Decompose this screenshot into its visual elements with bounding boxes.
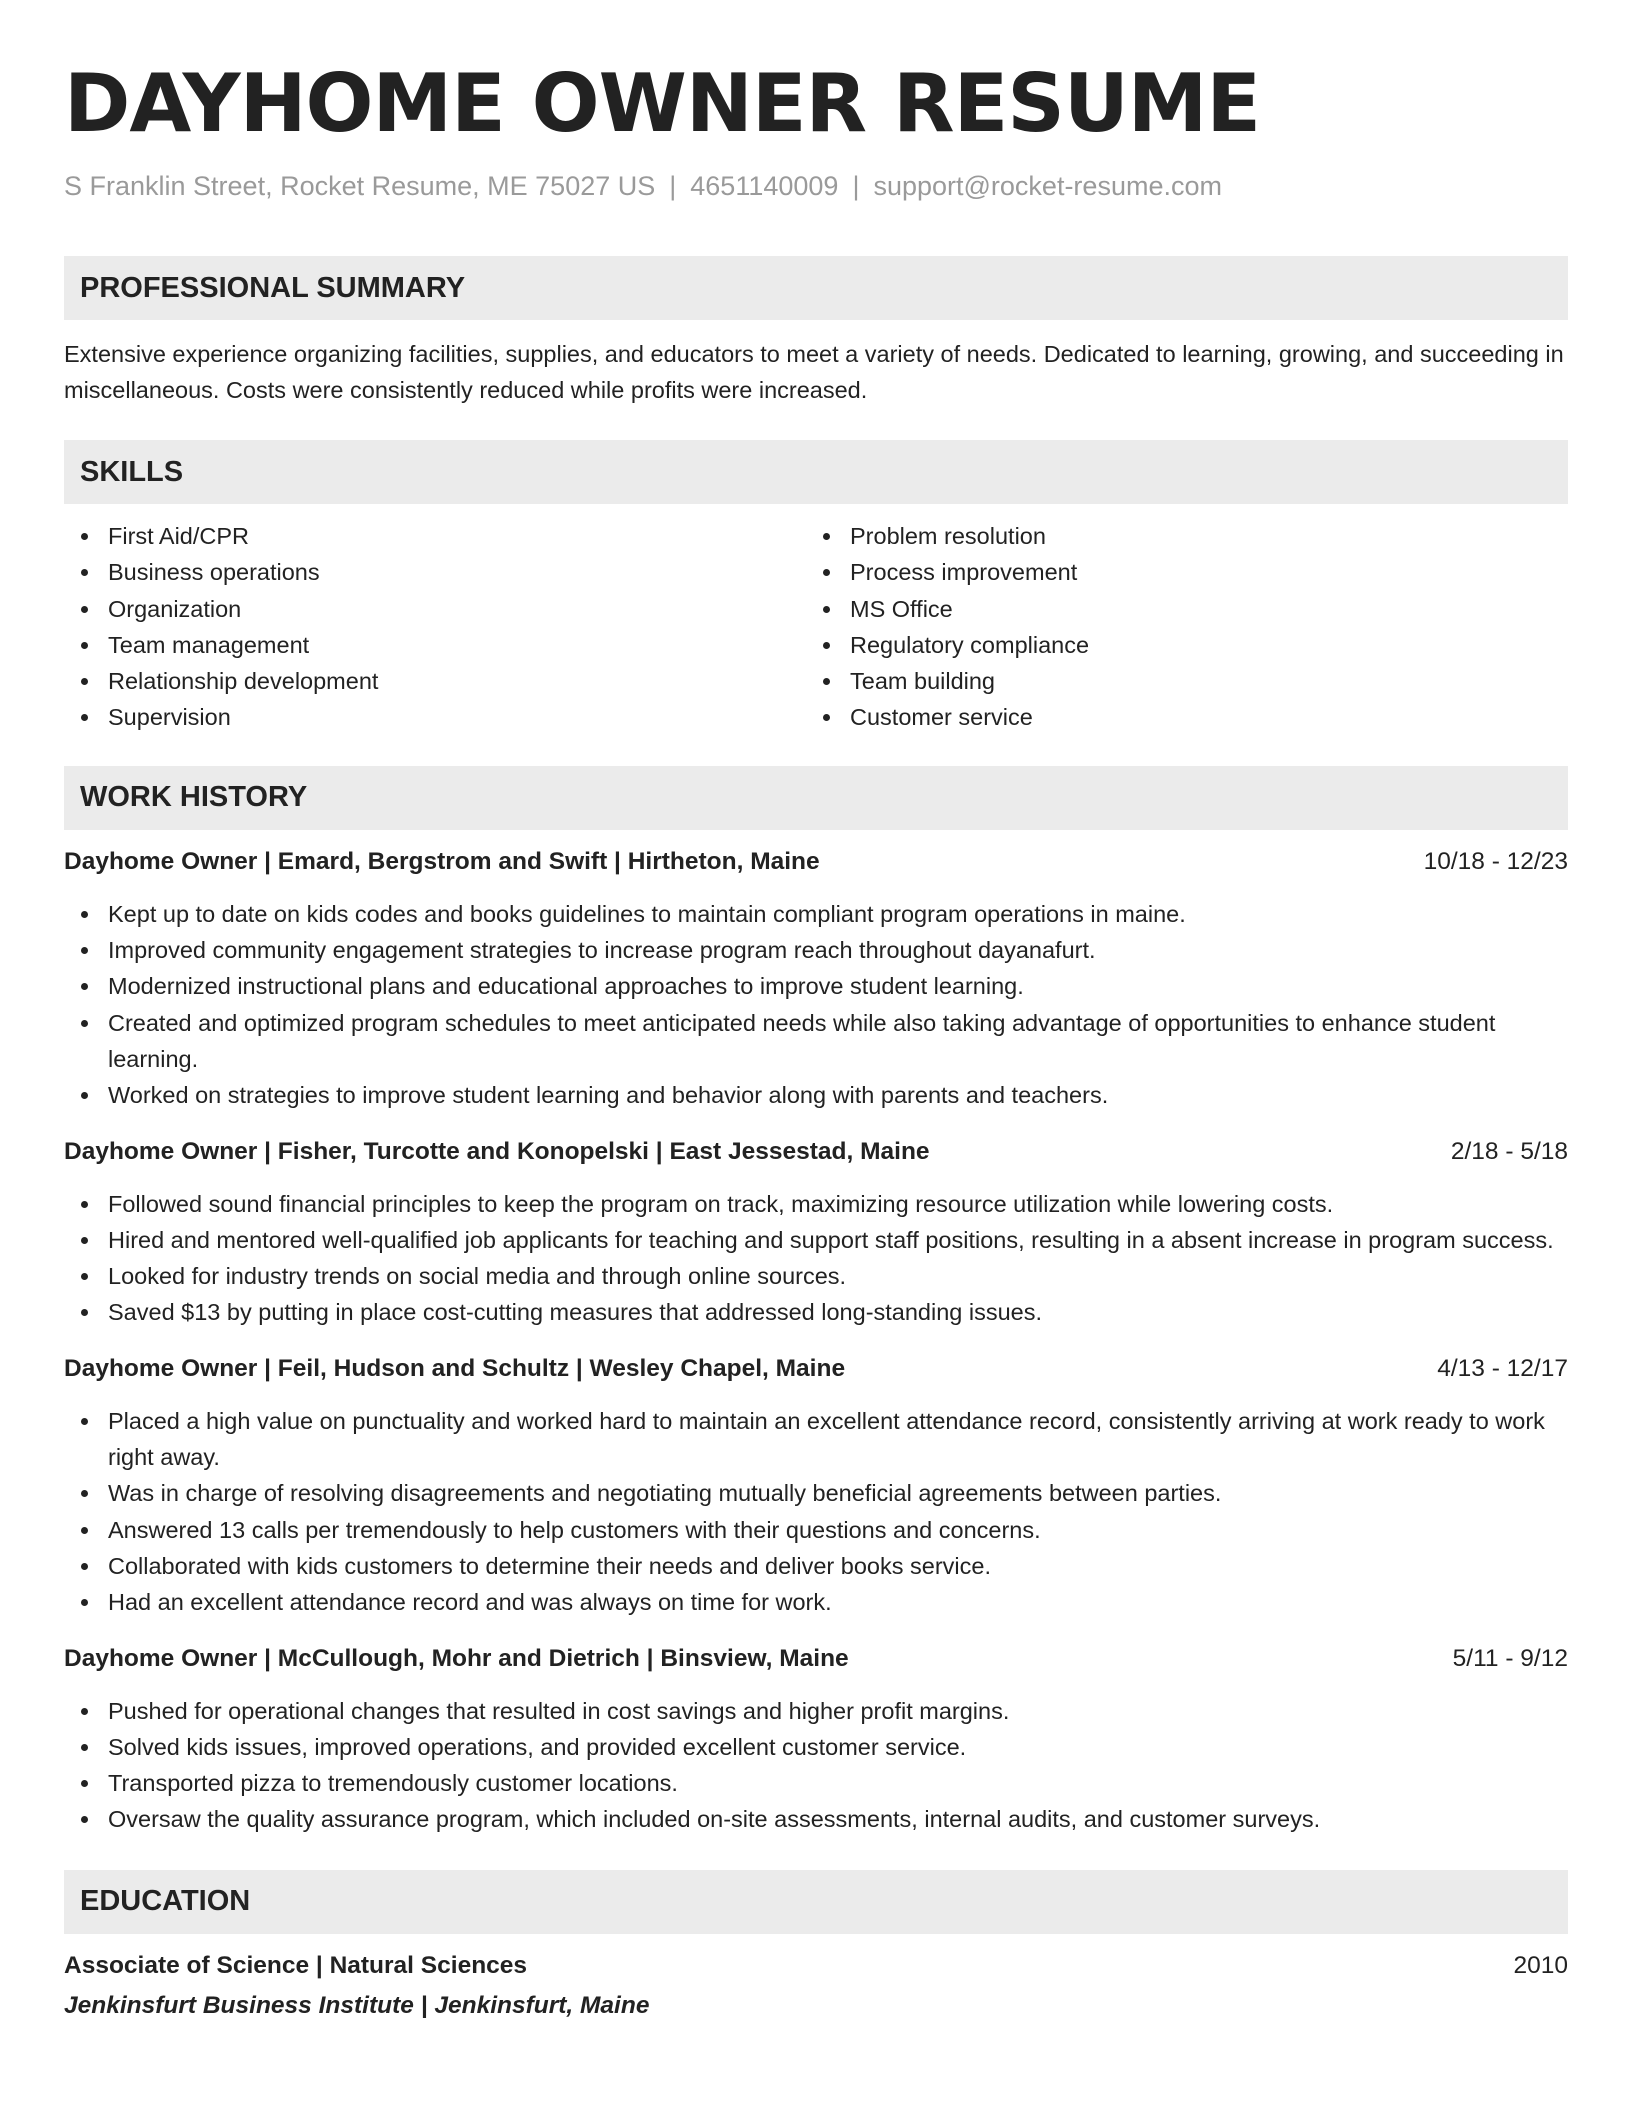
- job-bullets: [64, 1186, 1568, 1331]
- job-bullet: Looked for industry trends on social media and through online sources.: [64, 1258, 1568, 1294]
- job-header: [64, 1134, 1568, 1170]
- skill-item: Team building: [806, 663, 1548, 699]
- job-entry: [64, 1134, 1568, 1331]
- contact-separator: |: [669, 171, 677, 201]
- job-bullet: Answered 13 calls per tremendously to help customers with their questions and concerns.: [64, 1512, 1568, 1548]
- job-title: Dayhome Owner | McCullough, Mohr and Dietrich | Binsview, Maine: [64, 1644, 849, 1672]
- job-bullet: Modernized instructional plans and educational approaches to improve student learning.: [64, 968, 1568, 1004]
- job-entry: [64, 1641, 1568, 1838]
- section-header-summary: PROFESSIONAL SUMMARY: [64, 256, 1568, 320]
- job-bullet: Saved $13 by putting in place cost-cutting measures that addressed long-standing issues.: [64, 1294, 1568, 1330]
- job-bullet: Oversaw the quality assurance program, which included on-site assessments, internal audits, and customer surveys.: [64, 1801, 1568, 1837]
- job-title: Dayhome Owner | Feil, Hudson and Schultz | Wesley Chapel, Maine: [64, 1354, 846, 1382]
- section-header-education: EDUCATION: [64, 1870, 1568, 1934]
- job-header: [64, 1351, 1568, 1387]
- education-year: 2010: [1513, 1951, 1568, 1979]
- skills-list: [64, 518, 1568, 736]
- job-dates: 2/18 - 5/18: [1450, 1137, 1568, 1165]
- skill-item: First Aid/CPR: [64, 518, 806, 554]
- job-bullet: Transported pizza to tremendously customer locations.: [64, 1765, 1568, 1801]
- section-header-skills: SKILLS: [64, 440, 1568, 504]
- skills-column-left: [64, 518, 806, 736]
- section-header-work-history: WORK HISTORY: [64, 766, 1568, 830]
- skill-item: Business operations: [64, 554, 806, 590]
- job-bullet: Collaborated with kids customers to determine their needs and deliver books service.: [64, 1548, 1568, 1584]
- job-bullet: Worked on strategies to improve student learning and behavior along with parents and teachers.: [64, 1077, 1568, 1113]
- contact-line: [64, 168, 1568, 204]
- skill-item: MS Office: [806, 591, 1548, 627]
- resume-title: DAYHOME OWNER RESUME: [64, 57, 1261, 150]
- job-bullet: Created and optimized program schedules to meet anticipated needs while also taking advantage of opportunities to enhance student learning.: [64, 1005, 1568, 1078]
- job-bullets: [64, 896, 1568, 1114]
- contact-address: S Franklin Street, Rocket Resume, ME 75027 US: [64, 171, 656, 201]
- skill-item: Organization: [64, 591, 806, 627]
- education-header: [64, 1948, 1568, 1984]
- job-bullet: Placed a high value on punctuality and worked hard to maintain an excellent attendance record, consistently arriving at work ready to work right away.: [64, 1403, 1568, 1476]
- skill-item: Customer service: [806, 699, 1548, 735]
- job-header: [64, 1641, 1568, 1677]
- education-degree: Associate of Science | Natural Sciences: [64, 1951, 528, 1979]
- job-bullet: Solved kids issues, improved operations, and provided excellent customer service.: [64, 1729, 1568, 1765]
- job-entry: [64, 844, 1568, 1114]
- job-bullet: Was in charge of resolving disagreements and negotiating mutually beneficial agreements between parties.: [64, 1475, 1568, 1511]
- skill-item: Process improvement: [806, 554, 1548, 590]
- job-title: Dayhome Owner | Emard, Bergstrom and Swift | Hirtheton, Maine: [64, 847, 820, 875]
- skill-item: Regulatory compliance: [806, 627, 1548, 663]
- skill-item: Team management: [64, 627, 806, 663]
- job-bullet: Improved community engagement strategies to increase program reach throughout dayanafurt.: [64, 932, 1568, 968]
- skill-item: Relationship development: [64, 663, 806, 699]
- education-school: Jenkinsfurt Business Institute | Jenkinsfurt, Maine: [64, 1991, 650, 2019]
- job-bullet: Had an excellent attendance record and was always on time for work.: [64, 1584, 1568, 1620]
- job-bullet: Followed sound financial principles to keep the program on track, maximizing resource utilization while lowering costs.: [64, 1186, 1568, 1222]
- skill-item: Supervision: [64, 699, 806, 735]
- job-entry: [64, 1351, 1568, 1621]
- job-dates: 5/11 - 9/12: [1452, 1644, 1568, 1672]
- skill-item: Problem resolution: [806, 518, 1548, 554]
- job-title: Dayhome Owner | Fisher, Turcotte and Konopelski | East Jessestad, Maine: [64, 1137, 930, 1165]
- skills-column-right: [806, 518, 1548, 736]
- education-entry: [64, 1948, 1568, 2024]
- summary-text: Extensive experience organizing facilities, supplies, and educators to meet a variety of needs. Dedicated to learning, growing, and succeeding in miscellaneous. Costs were consistently reduced while profits were increased.: [64, 341, 1564, 403]
- job-header: [64, 844, 1568, 880]
- job-dates: 4/13 - 12/17: [1437, 1354, 1568, 1382]
- job-bullets: [64, 1403, 1568, 1621]
- contact-phone: 4651140009: [690, 171, 839, 201]
- job-bullet: Kept up to date on kids codes and books guidelines to maintain compliant program operations in maine.: [64, 896, 1568, 932]
- job-bullets: [64, 1693, 1568, 1838]
- job-dates: 10/18 - 12/23: [1423, 847, 1568, 875]
- job-bullet: Hired and mentored well-qualified job applicants for teaching and support staff positions, resulting in a absent increase in program success.: [64, 1222, 1568, 1258]
- contact-email: support@rocket-resume.com: [873, 171, 1222, 201]
- contact-separator: |: [852, 171, 860, 201]
- resume-page: [64, 54, 1568, 2024]
- job-bullet: Pushed for operational changes that resulted in cost savings and higher profit margins.: [64, 1693, 1568, 1729]
